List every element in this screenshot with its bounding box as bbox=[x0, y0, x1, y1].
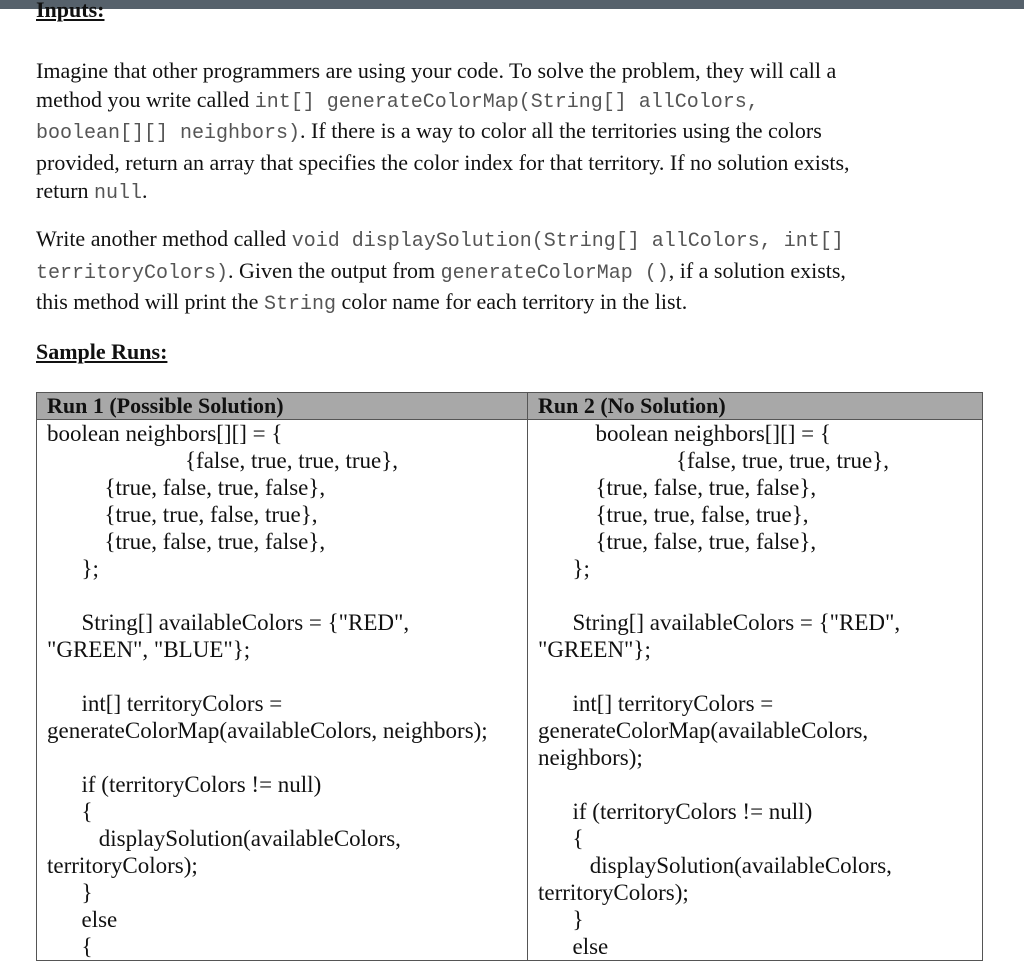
para2-line1-text: Write another method called bbox=[36, 226, 292, 251]
code-line: {true, false, true, false}, bbox=[47, 475, 326, 500]
para2-line3-end: color name for each territory in the list. bbox=[335, 289, 688, 314]
para2-line1 bbox=[36, 225, 996, 257]
display-signature-code: void displaySolution(String[] allColors, int[] bbox=[291, 230, 844, 253]
para2-line2-end: , if a solution exists, bbox=[668, 257, 846, 283]
code-line: { bbox=[47, 934, 93, 959]
window-top-bar bbox=[0, 0, 1024, 9]
code-line: {false, true, true, true}, bbox=[47, 448, 399, 473]
para1-line2 bbox=[36, 86, 996, 118]
code-line: if (territoryColors != null) bbox=[47, 772, 322, 797]
generate-signature-code: int[] generateColorMap(String[] allColors, bbox=[254, 90, 759, 114]
code-line: } bbox=[47, 880, 93, 905]
code-line: displaySolution(availableColors, bbox=[538, 853, 892, 878]
code-line: if (territoryColors != null) bbox=[538, 799, 813, 824]
para1-line5-end: . bbox=[142, 178, 148, 203]
code-line: "GREEN", "BLUE"}; bbox=[47, 637, 251, 662]
run1-header: Run 1 (Possible Solution) bbox=[37, 393, 528, 420]
para1-line5-text: return bbox=[36, 178, 95, 203]
code-line: String[] availableColors = {"RED", bbox=[538, 610, 901, 635]
para1-line2-text: method you write called bbox=[36, 86, 255, 112]
code-line: {true, true, false, true}, bbox=[47, 502, 318, 527]
code-line: {true, true, false, true}, bbox=[538, 502, 809, 527]
code-line: generateColorMap(availableColors, bbox=[538, 718, 869, 743]
string-type-code: String bbox=[263, 293, 336, 316]
sample-runs-table bbox=[36, 392, 983, 961]
code-line: } bbox=[538, 907, 584, 932]
para1-line1: Imagine that other programmers are using your code. To solve the problem, they will call a bbox=[36, 58, 837, 83]
code-line: {false, true, true, true}, bbox=[538, 448, 890, 473]
para1-line3 bbox=[36, 117, 996, 149]
para1-line4: provided, return an array that specifies the color index for that territory. If no solution exists, bbox=[36, 149, 850, 175]
code-line: boolean neighbors[][] = { bbox=[47, 421, 283, 446]
code-line bbox=[47, 582, 517, 609]
code-line bbox=[538, 582, 972, 609]
code-line: territoryColors); bbox=[538, 880, 689, 905]
code-line bbox=[47, 744, 517, 771]
code-line: territoryColors); bbox=[47, 853, 198, 878]
null-code: null bbox=[94, 182, 143, 205]
inputs-description bbox=[36, 57, 996, 209]
code-line: }; bbox=[538, 556, 590, 581]
code-line: {true, false, true, false}, bbox=[47, 529, 326, 554]
table-row bbox=[37, 420, 983, 961]
para1-line3-text: . If there is a way to color all the territories using the colors bbox=[300, 118, 822, 143]
territory-colors-code: territoryColors) bbox=[36, 261, 229, 285]
para2-line3-text: this method will print the bbox=[36, 289, 264, 314]
code-line bbox=[47, 663, 517, 690]
code-line: { bbox=[47, 799, 93, 824]
display-description bbox=[36, 225, 996, 320]
code-line: else bbox=[47, 907, 118, 932]
code-line: String[] availableColors = {"RED", bbox=[47, 610, 410, 635]
inputs-heading: Inputs: bbox=[36, 0, 105, 22]
run2-code-cell bbox=[528, 420, 983, 961]
code-line: "GREEN"}; bbox=[538, 637, 651, 662]
code-line bbox=[538, 663, 972, 690]
neighbors-param-code: boolean[][] neighbors) bbox=[36, 122, 301, 145]
code-line: {true, false, true, false}, bbox=[538, 475, 817, 500]
code-line: displaySolution(availableColors, bbox=[47, 826, 401, 851]
code-line: {true, false, true, false}, bbox=[538, 529, 817, 554]
para1-line5 bbox=[36, 177, 996, 209]
run2-header: Run 2 (No Solution) bbox=[528, 393, 983, 420]
code-line: boolean neighbors[][] = { bbox=[538, 421, 831, 446]
generate-call-code: generateColorMap () bbox=[440, 261, 669, 285]
code-line: else bbox=[538, 934, 609, 959]
code-line: neighbors); bbox=[538, 745, 643, 770]
code-line: int[] territoryColors = bbox=[47, 691, 283, 716]
code-line: { bbox=[538, 826, 584, 851]
table-header-row bbox=[37, 393, 983, 420]
para2-line2 bbox=[36, 257, 996, 289]
code-line bbox=[538, 771, 972, 798]
code-line: generateColorMap(availableColors, neighbors); bbox=[47, 718, 488, 743]
code-line: }; bbox=[47, 556, 99, 581]
sample-runs-heading: Sample Runs: bbox=[36, 339, 168, 364]
run1-code-cell bbox=[37, 420, 528, 961]
para2-line2-text: . Given the output from bbox=[228, 257, 441, 283]
code-line: int[] territoryColors = bbox=[538, 691, 774, 716]
para2-line3 bbox=[36, 288, 996, 320]
